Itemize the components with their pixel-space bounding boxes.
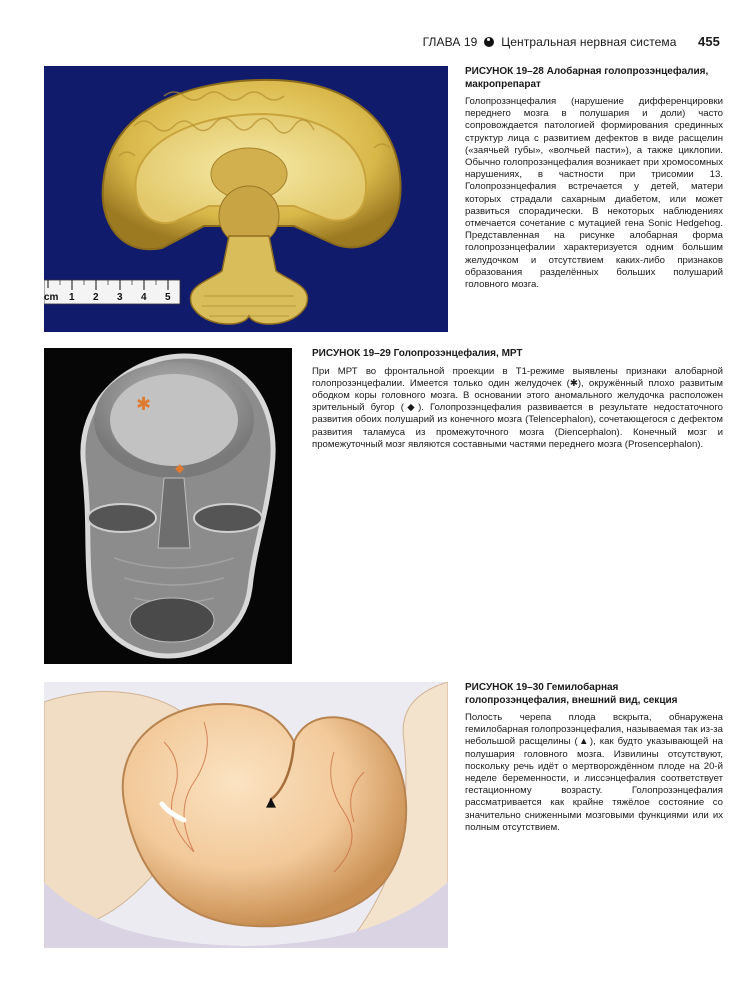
brain-specimen-photo (44, 66, 448, 332)
thalamus-marker-icon: ◆ (175, 461, 185, 475)
figure-19-29-image (44, 348, 292, 664)
mri-scan (44, 348, 292, 664)
page-number: 455 (698, 34, 720, 49)
ruler-tick-label: 1 (69, 292, 75, 303)
figure-19-28-title: РИСУНОК 19–28 Алобарная голопрозэнцефалия, макропрепарат (465, 66, 709, 90)
chapter-label: ГЛАВА 19 (422, 35, 478, 49)
figure-19-30-image (44, 682, 448, 948)
cleft-marker-icon: ▲ (266, 795, 276, 810)
section-title: Центральная нервная система (501, 35, 677, 49)
page-header (0, 34, 720, 49)
figure-19-30-text: Полость черепа плода вскрыта, обнаружена гемилобарная голопрозэнцефалия, называемая так из-за небольшой расщелины (▲), как будто указывающей на полушария головного мозга. Извилины отсутствуют, поскольку речь идёт о мертворождённом плоде на 20-й неделе беременности, и лиссэнцефалия соответствует гестационному возрасту. Голопрозэнцефалия рассматривается как крайне тяжёлое состояние со значительно сниженными мозговыми функциями или их полным отсутствием. (465, 712, 723, 833)
ruler-tick-label: 5 (165, 292, 171, 303)
ventricle-marker-icon: ✱ (136, 394, 152, 415)
fetal-brain-photo (44, 682, 448, 948)
figure-19-29-caption (312, 348, 723, 451)
figure-19-30-title: РИСУНОК 19–30 Гемилобарная голопрозэнцефалия, внешний вид, секция (465, 682, 678, 706)
figure-19-28-caption (465, 66, 723, 291)
figure-19-28-image (44, 66, 448, 332)
figure-19-28-text: Голопрозэнцефалия (нарушение дифференцировки переднего мозга в полушария и доли) часто сопровождается патологией формирования срединных структур лица с развитием дефектов в виде расщелин («заячьей губы», «волчьей пасти»), а также циклопии. Обычно голопрозэнцефалия возникает при хромосомных нарушениях, в частности при трисомии 13. Голопрозэнцефалия встречается у детей, матери которых страдали сахарным диабетом, или может развиться спорадически. В некоторых наблюдениях отмечается сочетание с мутацией гена Sonic Hedgehog. Представленная на рисунке алобарная форма голопрозэнцефалии характеризуется одним большим желудочком и отсутствием каких-либо признаков образования разделённых больших полушарий головного мозга. (465, 96, 723, 291)
figure-19-30-caption (465, 682, 723, 834)
figure-19-29-title: РИСУНОК 19–29 Голопрозэнцефалия, МРТ (312, 348, 523, 359)
ruler-tick-label: 3 (117, 292, 123, 303)
ruler-unit-label: cm (44, 292, 59, 303)
ruler-tick-label: 4 (141, 292, 147, 303)
chapter-bullet-icon (484, 37, 494, 47)
ruler-tick-label: 2 (93, 292, 99, 303)
figure-19-29-text: При МРТ во фронтальной проекции в T1-режиме выявлены признаки алобарной голопрозэнцефалии. Имеется только один желудочек (✱), окружённый плохо развитым ободком коры головного мозга. В основании этого аномального желудочка расположен зрительный бугор (◆). Голопрозэнцефалия развивается в результате недостаточного развития обоих полушарий из конечного мозга (Telencephalon), сочетающегося с дефектом развития таламуса из промежуточного мозга (Diencephalon). Конечный мозг и промежуточный мозг являются составными частями переднего мозга (Prosencephalon). (312, 365, 723, 450)
